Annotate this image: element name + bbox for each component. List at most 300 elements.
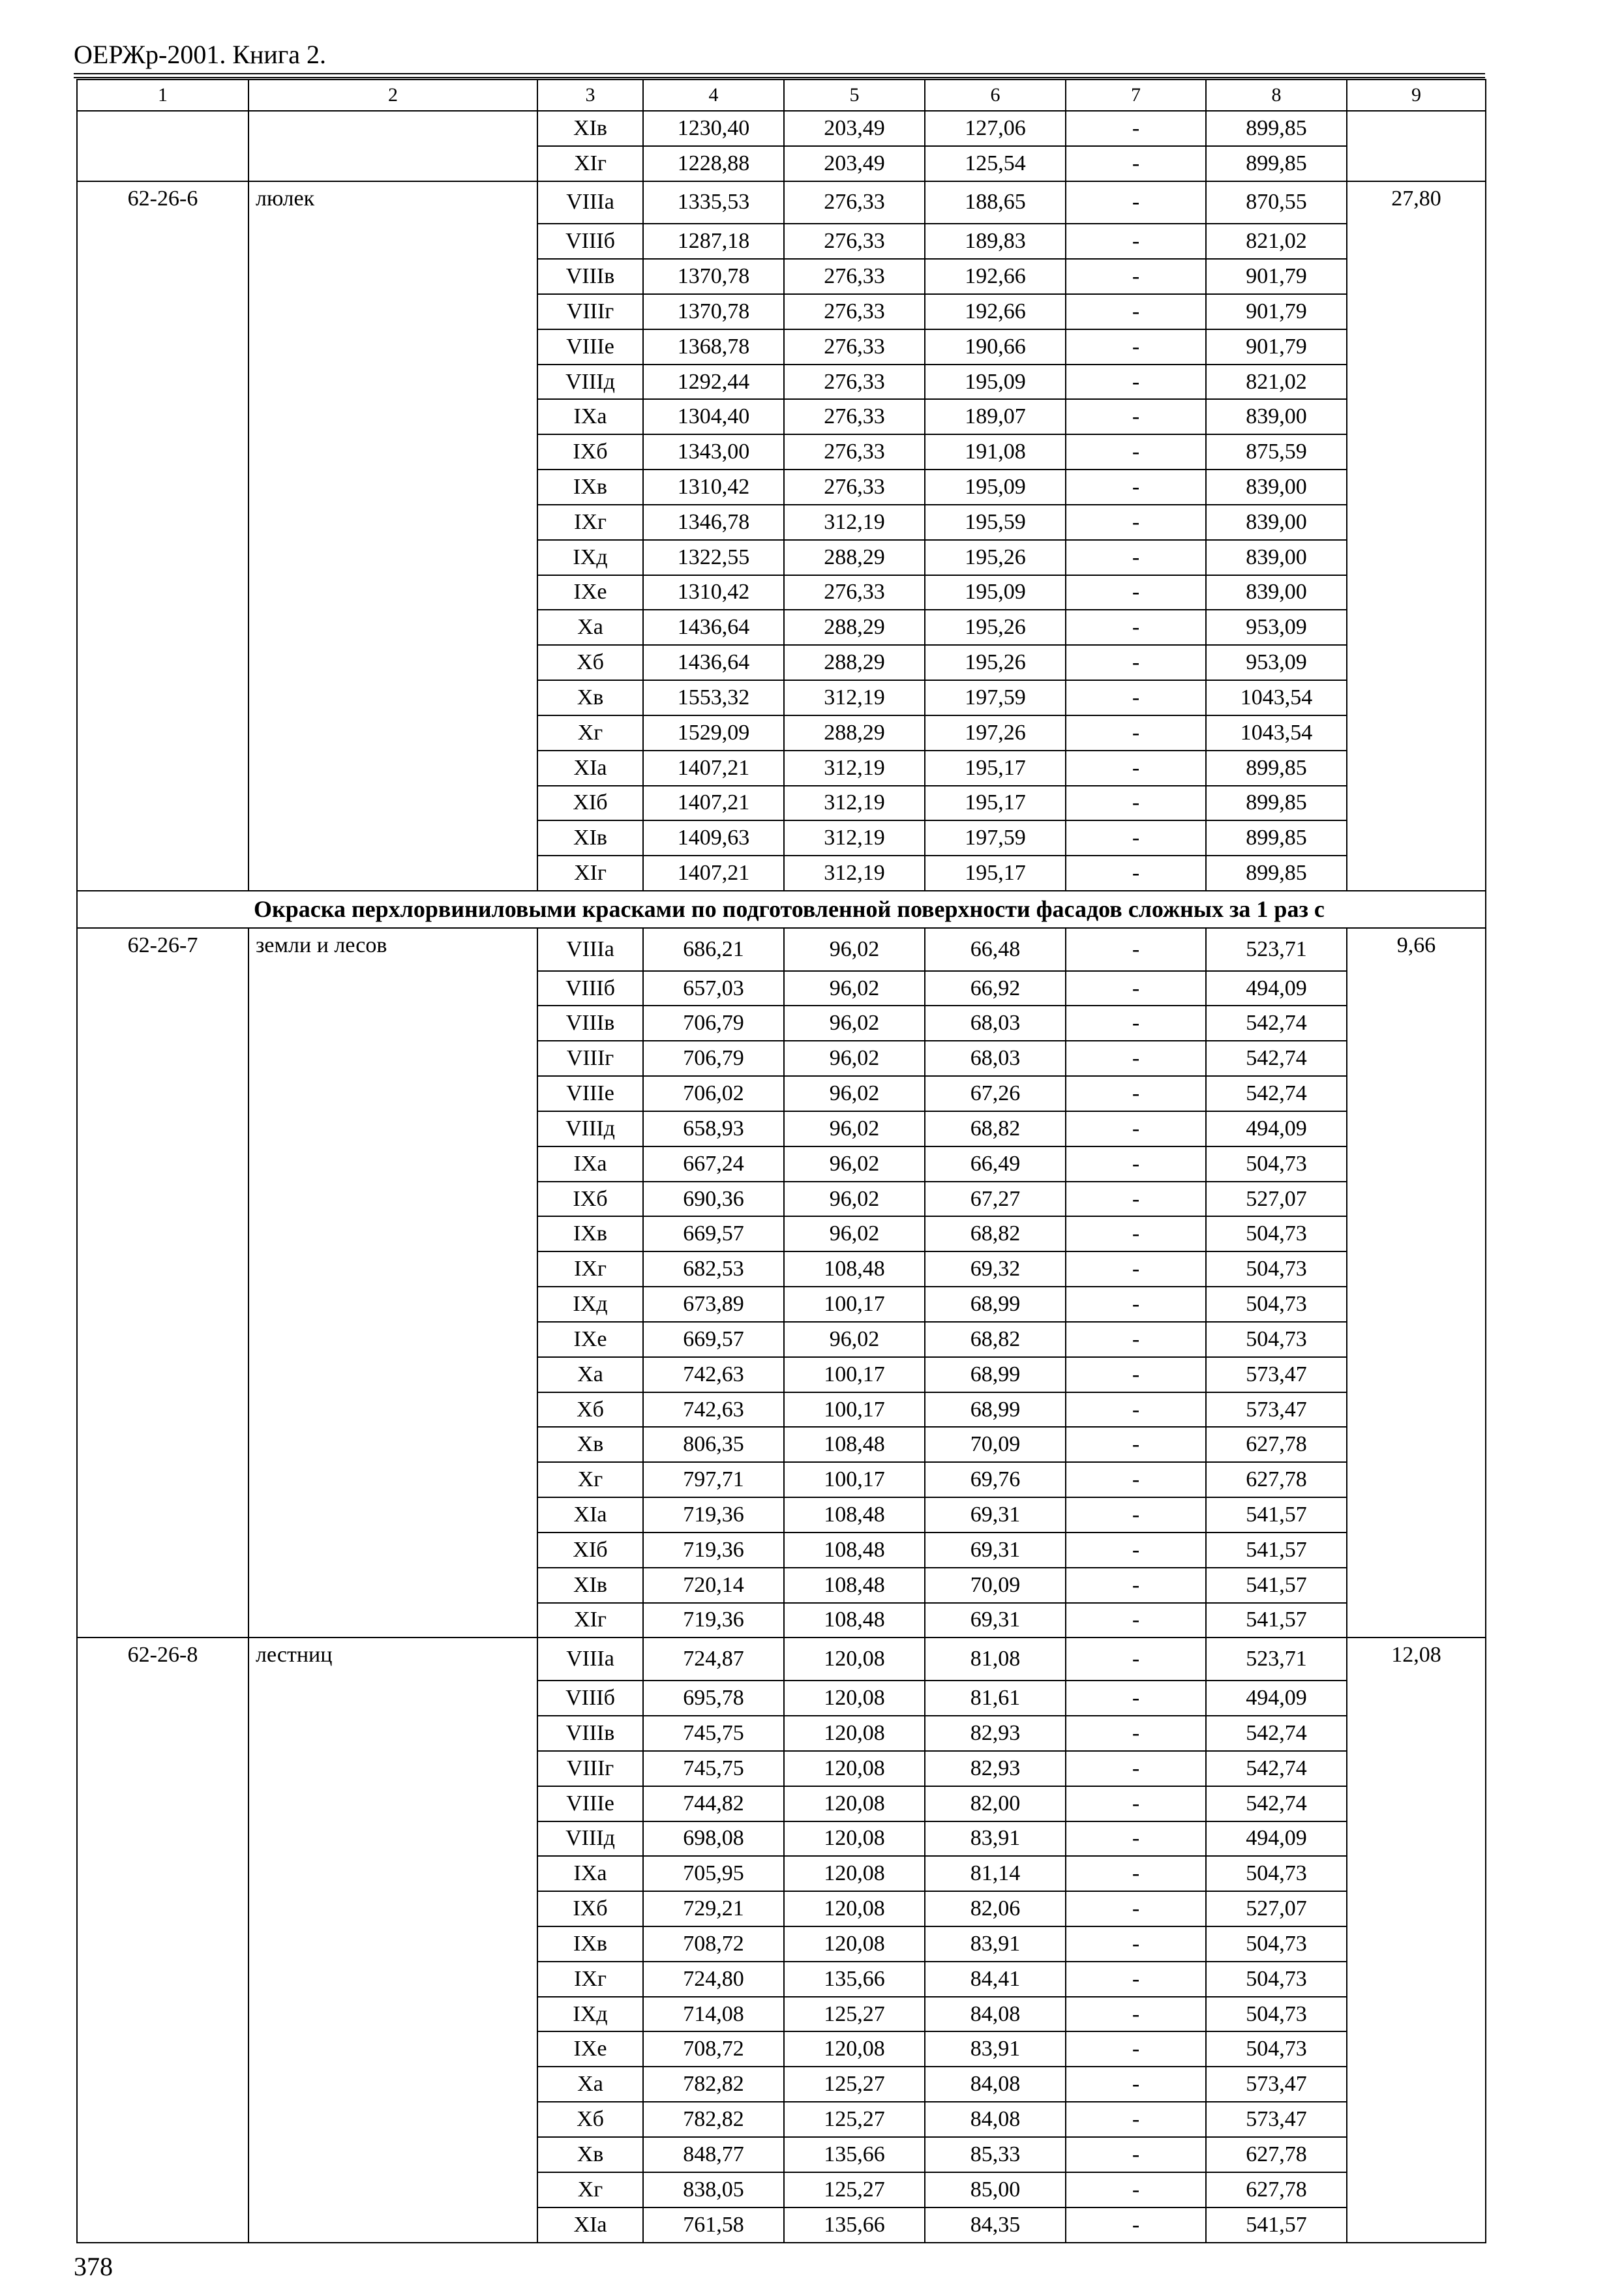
work-name-cell: [248, 1821, 537, 1857]
machinists-wages-cell: -: [1066, 259, 1206, 294]
work-name-cell: [248, 575, 537, 610]
labor-cost-cell: [1347, 505, 1486, 540]
total-cost-cell: 719,36: [643, 1497, 784, 1533]
machines-cell: 188,65: [925, 181, 1066, 224]
work-name-cell: [248, 1926, 537, 1962]
work-name-cell: [248, 1681, 537, 1716]
labor-cost-cell: [1347, 971, 1486, 1006]
work-name-cell: [248, 434, 537, 470]
total-cost-cell: 708,72: [643, 2031, 784, 2067]
class-cell: XIг: [537, 1603, 643, 1638]
total-cost-cell: 1436,64: [643, 645, 784, 680]
machinists-wages-cell: -: [1066, 224, 1206, 259]
machines-cell: 83,91: [925, 1926, 1066, 1962]
table-row: [77, 1751, 1486, 1786]
total-cost-cell: 1370,78: [643, 259, 784, 294]
class-cell: IXд: [537, 1997, 643, 2032]
total-cost-cell: 848,77: [643, 2137, 784, 2172]
work-name-cell: [248, 1251, 537, 1287]
rate-code-cell: [77, 610, 248, 645]
header-rule-bottom: [74, 77, 1485, 78]
machines-cell: 69,31: [925, 1603, 1066, 1638]
work-name-cell: [248, 2031, 537, 2067]
work-name-cell: [248, 1786, 537, 1821]
labor-cost-cell: [1347, 575, 1486, 610]
labor-cost-cell: [1347, 1568, 1486, 1603]
materials-cell: 901,79: [1206, 329, 1347, 365]
class-cell: IXв: [537, 1216, 643, 1251]
machines-cell: 191,08: [925, 434, 1066, 470]
total-cost-cell: 1409,63: [643, 820, 784, 856]
machinists-wages-cell: -: [1066, 1462, 1206, 1497]
wages-cell: 108,48: [784, 1603, 925, 1638]
machines-cell: 195,26: [925, 610, 1066, 645]
rate-code-cell: [77, 971, 248, 1006]
materials-cell: 870,55: [1206, 181, 1347, 224]
total-cost-cell: 724,80: [643, 1962, 784, 1997]
total-cost-cell: 1368,78: [643, 329, 784, 365]
wages-cell: 125,27: [784, 1997, 925, 2032]
table-row: [77, 365, 1486, 400]
rate-code-cell: [77, 1603, 248, 1638]
labor-cost-cell: [1347, 259, 1486, 294]
table-row: [77, 1891, 1486, 1926]
wages-cell: 276,33: [784, 470, 925, 505]
work-name-cell: [248, 1076, 537, 1111]
rate-code-cell: [77, 434, 248, 470]
work-name-cell: [248, 294, 537, 329]
machinists-wages-cell: -: [1066, 434, 1206, 470]
table-row: [77, 434, 1486, 470]
work-name-cell: [248, 329, 537, 365]
machinists-wages-cell: -: [1066, 1497, 1206, 1533]
wages-cell: 120,08: [784, 1638, 925, 1681]
table-row: [77, 224, 1486, 259]
total-cost-cell: 806,35: [643, 1427, 784, 1462]
labor-cost-cell: [1347, 1076, 1486, 1111]
class-cell: IXб: [537, 434, 643, 470]
wages-cell: 108,48: [784, 1568, 925, 1603]
rates-table-body: [77, 80, 1486, 2243]
table-row: [77, 1111, 1486, 1146]
wages-cell: 288,29: [784, 610, 925, 645]
total-cost-cell: 690,36: [643, 1182, 784, 1217]
materials-cell: 573,47: [1206, 2102, 1347, 2137]
work-name-cell: [248, 820, 537, 856]
machines-cell: 81,08: [925, 1638, 1066, 1681]
materials-cell: 899,85: [1206, 786, 1347, 821]
work-name-cell: [248, 505, 537, 540]
machinists-wages-cell: -: [1066, 294, 1206, 329]
labor-cost-cell: [1347, 680, 1486, 715]
class-cell: VIIIв: [537, 1716, 643, 1751]
work-name-cell: [248, 645, 537, 680]
wages-cell: 203,49: [784, 146, 925, 181]
wages-cell: 96,02: [784, 971, 925, 1006]
labor-cost-cell: [1347, 786, 1486, 821]
materials-cell: 542,74: [1206, 1041, 1347, 1076]
total-cost-cell: 1304,40: [643, 399, 784, 434]
rate-code-cell: [77, 540, 248, 575]
materials-cell: 504,73: [1206, 2031, 1347, 2067]
work-name-cell: лестниц: [248, 1638, 537, 1681]
work-name-cell: [248, 1891, 537, 1926]
work-name-cell: [248, 259, 537, 294]
total-cost-cell: 657,03: [643, 971, 784, 1006]
total-cost-cell: 673,89: [643, 1287, 784, 1322]
wages-cell: 96,02: [784, 928, 925, 971]
work-name-cell: [248, 1856, 537, 1891]
materials-cell: 953,09: [1206, 645, 1347, 680]
materials-cell: 541,57: [1206, 1497, 1347, 1533]
total-cost-cell: 1553,32: [643, 680, 784, 715]
rate-code-cell: 62-26-8: [77, 1638, 248, 1681]
rate-code-cell: [77, 2137, 248, 2172]
total-cost-cell: 669,57: [643, 1322, 784, 1357]
section-heading-row: [77, 891, 1486, 928]
labor-cost-cell: [1347, 329, 1486, 365]
materials-cell: 504,73: [1206, 1856, 1347, 1891]
labor-cost-cell: [1347, 715, 1486, 751]
machines-cell: 195,09: [925, 470, 1066, 505]
machines-cell: 68,82: [925, 1322, 1066, 1357]
machines-cell: 84,35: [925, 2207, 1066, 2243]
machinists-wages-cell: -: [1066, 1006, 1206, 1041]
machines-cell: 83,91: [925, 2031, 1066, 2067]
table-row: [77, 1638, 1486, 1681]
materials-cell: 527,07: [1206, 1891, 1347, 1926]
class-cell: Xв: [537, 1427, 643, 1462]
machinists-wages-cell: -: [1066, 2067, 1206, 2102]
table-row: [77, 1251, 1486, 1287]
machines-cell: 82,93: [925, 1751, 1066, 1786]
wages-cell: 135,66: [784, 2207, 925, 2243]
machinists-wages-cell: -: [1066, 329, 1206, 365]
machinists-wages-cell: -: [1066, 1357, 1206, 1392]
work-name-cell: [248, 1216, 537, 1251]
wages-cell: 120,08: [784, 1821, 925, 1857]
work-name-cell: [248, 1497, 537, 1533]
rate-code-cell: [77, 575, 248, 610]
class-cell: IXа: [537, 1146, 643, 1182]
class-cell: XIб: [537, 1533, 643, 1568]
total-cost-cell: 708,72: [643, 1926, 784, 1962]
class-cell: XIа: [537, 2207, 643, 2243]
class-cell: IXв: [537, 470, 643, 505]
total-cost-cell: 761,58: [643, 2207, 784, 2243]
wages-cell: 108,48: [784, 1533, 925, 1568]
machinists-wages-cell: -: [1066, 1786, 1206, 1821]
rate-code-cell: [77, 1182, 248, 1217]
rate-code-cell: [77, 1462, 248, 1497]
machines-cell: 68,82: [925, 1216, 1066, 1251]
rate-code-cell: [77, 1287, 248, 1322]
wages-cell: 120,08: [784, 1856, 925, 1891]
machines-cell: 189,07: [925, 399, 1066, 434]
class-cell: VIIIб: [537, 224, 643, 259]
work-name-cell: [248, 1146, 537, 1182]
materials-cell: 504,73: [1206, 1926, 1347, 1962]
machines-cell: 195,17: [925, 786, 1066, 821]
machines-cell: 190,66: [925, 329, 1066, 365]
class-cell: IXа: [537, 399, 643, 434]
work-name-cell: [248, 610, 537, 645]
work-name-cell: [248, 1603, 537, 1638]
wages-cell: 312,19: [784, 751, 925, 786]
table-row: [77, 1856, 1486, 1891]
table-row: [77, 2102, 1486, 2137]
materials-cell: 541,57: [1206, 1603, 1347, 1638]
total-cost-cell: 1407,21: [643, 786, 784, 821]
work-name-cell: [248, 540, 537, 575]
machinists-wages-cell: -: [1066, 1322, 1206, 1357]
labor-cost-cell: 27,80: [1347, 181, 1486, 224]
total-cost-cell: 658,93: [643, 1111, 784, 1146]
work-name-cell: [248, 2067, 537, 2102]
machines-cell: 66,92: [925, 971, 1066, 1006]
work-name-cell: [248, 1182, 537, 1217]
class-cell: Xв: [537, 680, 643, 715]
rate-code-cell: [77, 224, 248, 259]
rate-code-cell: [77, 365, 248, 400]
total-cost-cell: 729,21: [643, 1891, 784, 1926]
machinists-wages-cell: -: [1066, 928, 1206, 971]
labor-cost-cell: [1347, 1962, 1486, 1997]
table-row: [77, 1462, 1486, 1497]
materials-cell: 542,74: [1206, 1716, 1347, 1751]
total-cost-cell: 1335,53: [643, 181, 784, 224]
wages-cell: 276,33: [784, 181, 925, 224]
materials-cell: 504,73: [1206, 1287, 1347, 1322]
rate-code-cell: [77, 2102, 248, 2137]
rate-code-cell: [77, 146, 248, 181]
work-name-cell: [248, 1962, 537, 1997]
machinists-wages-cell: -: [1066, 1251, 1206, 1287]
wages-cell: 96,02: [784, 1216, 925, 1251]
table-row: [77, 2031, 1486, 2067]
rate-code-cell: [77, 680, 248, 715]
total-cost-cell: 745,75: [643, 1751, 784, 1786]
work-name-cell: [248, 751, 537, 786]
machines-cell: 68,99: [925, 1357, 1066, 1392]
total-cost-cell: 1343,00: [643, 434, 784, 470]
wages-cell: 100,17: [784, 1462, 925, 1497]
rate-code-cell: [77, 2172, 248, 2207]
rate-code-cell: [77, 1076, 248, 1111]
rate-code-cell: [77, 1427, 248, 1462]
materials-cell: 541,57: [1206, 1533, 1347, 1568]
work-name-cell: [248, 146, 537, 181]
machines-cell: 82,06: [925, 1891, 1066, 1926]
labor-cost-cell: [1347, 540, 1486, 575]
materials-cell: 504,73: [1206, 1962, 1347, 1997]
labor-cost-cell: [1347, 1111, 1486, 1146]
wages-cell: 120,08: [784, 1926, 925, 1962]
work-name-cell: [248, 2137, 537, 2172]
column-number: 8: [1206, 80, 1347, 111]
machinists-wages-cell: -: [1066, 1111, 1206, 1146]
machinists-wages-cell: -: [1066, 1392, 1206, 1428]
class-cell: Xг: [537, 2172, 643, 2207]
wages-cell: 288,29: [784, 540, 925, 575]
work-name-cell: [248, 2207, 537, 2243]
machinists-wages-cell: -: [1066, 111, 1206, 146]
materials-cell: 504,73: [1206, 1146, 1347, 1182]
class-cell: IXг: [537, 1251, 643, 1287]
labor-cost-cell: [1347, 1786, 1486, 1821]
machines-cell: 84,41: [925, 1962, 1066, 1997]
labor-cost-cell: [1347, 1681, 1486, 1716]
total-cost-cell: 1228,88: [643, 146, 784, 181]
machinists-wages-cell: -: [1066, 1638, 1206, 1681]
machines-cell: 66,48: [925, 928, 1066, 971]
table-row: [77, 1568, 1486, 1603]
total-cost-cell: 724,87: [643, 1638, 784, 1681]
wages-cell: 96,02: [784, 1041, 925, 1076]
total-cost-cell: 797,71: [643, 1462, 784, 1497]
machinists-wages-cell: -: [1066, 1856, 1206, 1891]
labor-cost-cell: [1347, 1287, 1486, 1322]
work-name-cell: [248, 1462, 537, 1497]
rate-code-cell: [77, 1357, 248, 1392]
table-row: [77, 1357, 1486, 1392]
column-number: 4: [643, 80, 784, 111]
class-cell: Xв: [537, 2137, 643, 2172]
rate-code-cell: [77, 1392, 248, 1428]
materials-cell: 901,79: [1206, 259, 1347, 294]
table-row: [77, 786, 1486, 821]
table-row: [77, 505, 1486, 540]
materials-cell: 627,78: [1206, 2172, 1347, 2207]
rate-code-cell: [77, 1216, 248, 1251]
class-cell: IXб: [537, 1891, 643, 1926]
labor-cost-cell: [1347, 1821, 1486, 1857]
total-cost-cell: 1346,78: [643, 505, 784, 540]
class-cell: IXе: [537, 1322, 643, 1357]
materials-cell: 839,00: [1206, 505, 1347, 540]
rate-code-cell: [77, 1146, 248, 1182]
table-row: [77, 575, 1486, 610]
class-cell: XIб: [537, 786, 643, 821]
machinists-wages-cell: -: [1066, 820, 1206, 856]
labor-cost-cell: [1347, 1322, 1486, 1357]
labor-cost-cell: [1347, 1216, 1486, 1251]
rate-code-cell: [77, 1997, 248, 2032]
materials-cell: 542,74: [1206, 1751, 1347, 1786]
rate-code-cell: [77, 2067, 248, 2102]
materials-cell: 899,85: [1206, 111, 1347, 146]
total-cost-cell: 838,05: [643, 2172, 784, 2207]
class-cell: Xа: [537, 610, 643, 645]
total-cost-cell: 698,08: [643, 1821, 784, 1857]
rate-code-cell: [77, 505, 248, 540]
class-cell: XIа: [537, 751, 643, 786]
table-row: [77, 540, 1486, 575]
machinists-wages-cell: -: [1066, 1182, 1206, 1217]
materials-cell: 627,78: [1206, 2137, 1347, 2172]
class-cell: Xб: [537, 1392, 643, 1428]
materials-cell: 504,73: [1206, 1997, 1347, 2032]
wages-cell: 125,27: [784, 2172, 925, 2207]
rate-code-cell: [77, 294, 248, 329]
total-cost-cell: 705,95: [643, 1856, 784, 1891]
machines-cell: 195,09: [925, 575, 1066, 610]
table-row: [77, 2207, 1486, 2243]
machinists-wages-cell: -: [1066, 1997, 1206, 2032]
machinists-wages-cell: -: [1066, 715, 1206, 751]
machinists-wages-cell: -: [1066, 680, 1206, 715]
labor-cost-cell: [1347, 434, 1486, 470]
table-row: [77, 146, 1486, 181]
table-row: [77, 1603, 1486, 1638]
table-row: [77, 715, 1486, 751]
machinists-wages-cell: -: [1066, 1716, 1206, 1751]
wages-cell: 120,08: [784, 2031, 925, 2067]
class-cell: VIIIв: [537, 259, 643, 294]
table-row: [77, 610, 1486, 645]
table-row: [77, 1427, 1486, 1462]
materials-cell: 494,09: [1206, 1681, 1347, 1716]
machinists-wages-cell: -: [1066, 786, 1206, 821]
wages-cell: 276,33: [784, 294, 925, 329]
rate-code-cell: [77, 1821, 248, 1857]
labor-cost-cell: [1347, 610, 1486, 645]
labor-cost-cell: [1347, 111, 1486, 146]
rate-code-cell: 62-26-7: [77, 928, 248, 971]
machinists-wages-cell: -: [1066, 610, 1206, 645]
wages-cell: 135,66: [784, 2137, 925, 2172]
total-cost-cell: 706,02: [643, 1076, 784, 1111]
class-cell: IXв: [537, 1926, 643, 1962]
machinists-wages-cell: -: [1066, 971, 1206, 1006]
materials-cell: 875,59: [1206, 434, 1347, 470]
labor-cost-cell: [1347, 294, 1486, 329]
class-cell: VIIIа: [537, 928, 643, 971]
materials-cell: 627,78: [1206, 1427, 1347, 1462]
wages-cell: 312,19: [784, 856, 925, 891]
total-cost-cell: 695,78: [643, 1681, 784, 1716]
work-name-cell: [248, 470, 537, 505]
labor-cost-cell: [1347, 365, 1486, 400]
wages-cell: 135,66: [784, 1962, 925, 1997]
machines-cell: 66,49: [925, 1146, 1066, 1182]
machinists-wages-cell: -: [1066, 2102, 1206, 2137]
work-name-cell: [248, 680, 537, 715]
total-cost-cell: 719,36: [643, 1533, 784, 1568]
total-cost-cell: 742,63: [643, 1392, 784, 1428]
rate-code-cell: [77, 786, 248, 821]
work-name-cell: [248, 1716, 537, 1751]
table-row: [77, 820, 1486, 856]
table-row: [77, 329, 1486, 365]
table-row: [77, 928, 1486, 971]
wages-cell: 312,19: [784, 786, 925, 821]
table-row: [77, 294, 1486, 329]
machinists-wages-cell: -: [1066, 399, 1206, 434]
machinists-wages-cell: -: [1066, 2172, 1206, 2207]
labor-cost-cell: [1347, 399, 1486, 434]
table-row: [77, 1006, 1486, 1041]
work-name-cell: [248, 1427, 537, 1462]
materials-cell: 953,09: [1206, 610, 1347, 645]
rate-code-cell: [77, 1716, 248, 1751]
labor-cost-cell: [1347, 2207, 1486, 2243]
class-cell: XIв: [537, 111, 643, 146]
work-name-cell: [248, 1357, 537, 1392]
table-row: [77, 1182, 1486, 1217]
rate-code-cell: [77, 111, 248, 146]
wages-cell: 108,48: [784, 1427, 925, 1462]
